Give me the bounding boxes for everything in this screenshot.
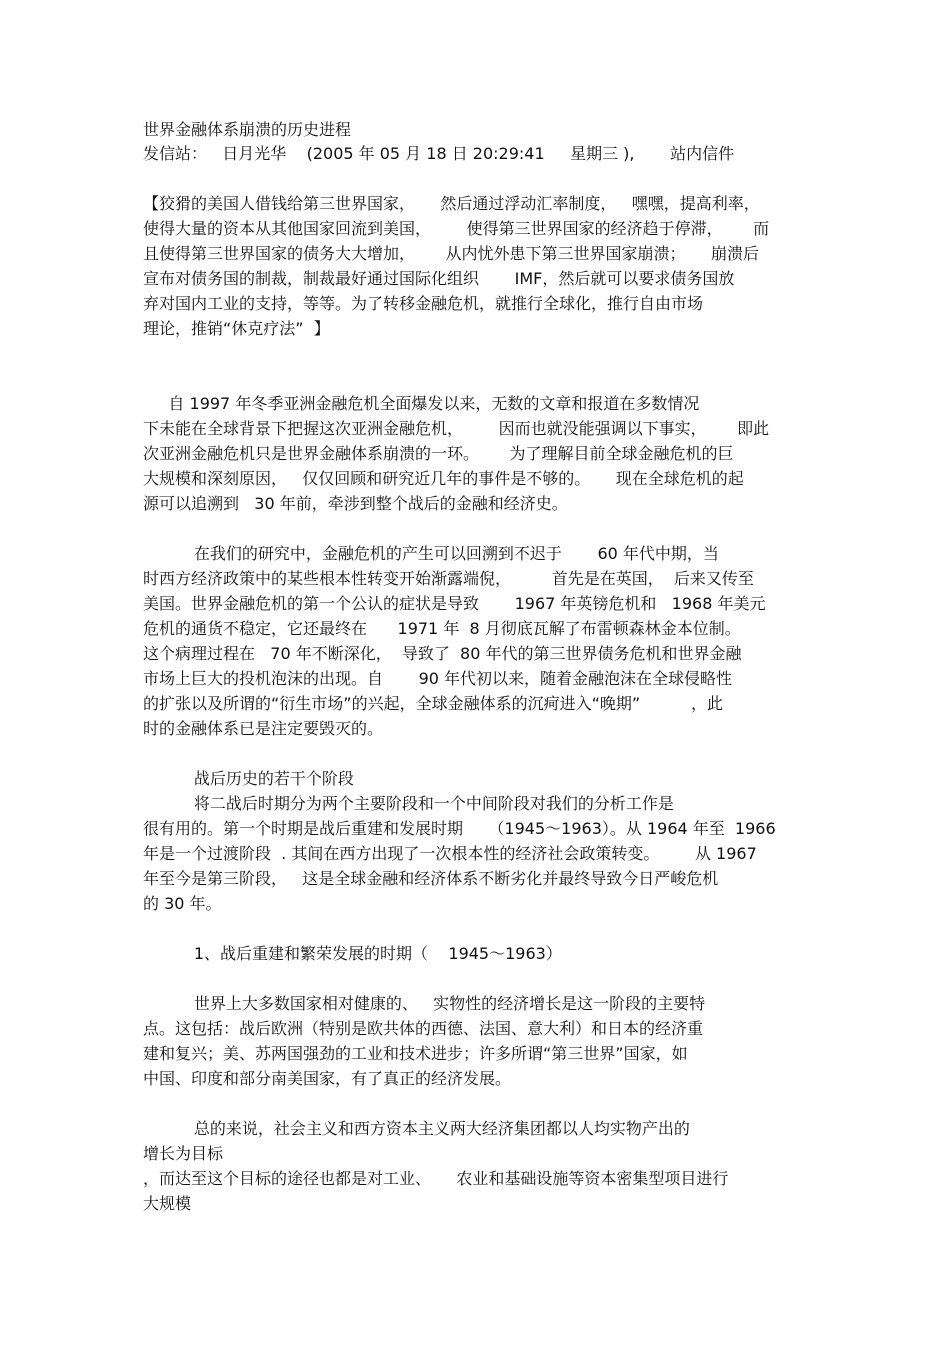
paragraph-line: 美国。世界金融危机的第一个公认的症状是导致 1967 年英镑危机和 1968 年美元 [143, 594, 766, 613]
paragraph-line: 增长为目标 [143, 1144, 224, 1163]
intro-line: 使得大量的资本从其他国家回流到美国， 使得第三世界国家的经济趋于停滞， 而 [143, 219, 770, 238]
paragraph-line: 世界上大多数国家相对健康的、 实物性的经济增长是这一阶段的主要特 [143, 994, 706, 1013]
paragraph-line: 自 1997 年冬季亚洲金融危机全面爆发以来，无数的文章和报道在多数情况 [143, 394, 700, 413]
paragraph-line: 的扩张以及所谓的“衍生市场”的兴起，全球金融体系的沉疴进入“晚期” ，此 [143, 694, 724, 713]
paragraph-line: 总的来说，社会主义和西方资本主义两大经济集团都以人均实物产出的 [143, 1119, 690, 1138]
paragraph-line: 中国、印度和部分南美国家，有了真正的经济发展。 [143, 1069, 512, 1088]
paragraph-line: 年是一个过渡阶段 . 其间在西方出现了一次根本性的经济社会政策转变。 从 1967 [143, 844, 757, 863]
document-header-line: 发信站： 日月光华 (2005 年 05 月 18 日 20:29:41 星期三 ), 站内信件 [143, 144, 735, 163]
paragraph-line: 危机的通货不稳定，它还最终在 1971 年 8 月彻底瓦解了布雷顿森林金本位制。 [143, 619, 741, 638]
paragraph-line: 建和复兴；美、苏两国强劲的工业和技术进步；许多所谓“第三世界”国家，如 [143, 1044, 688, 1063]
paragraph-line: 市场上巨大的投机泡沫的出现。自 90 年代初以来，随着金融泡沫在全球侵略性 [143, 669, 733, 688]
paragraph-line: 的 30 年。 [143, 894, 222, 913]
paragraph-line: 源可以追溯到 30 年前，牵涉到整个战后的金融和经济史。 [143, 494, 568, 513]
paragraph-line: 时西方经济政策中的某些根本性转变开始渐露端倪， 首先是在英国， 后来又传至 [143, 569, 754, 588]
paragraph-line: ，而达至这个目标的途径也都是对工业、 农业和基础设施等资本密集型项目进行 [143, 1169, 729, 1188]
intro-line: 弃对国内工业的支持，等等。为了转移金融危机，就推行全球化，推行自由市场 [143, 294, 704, 313]
paragraph-line: 大规模 [143, 1194, 192, 1213]
paragraph-line: 这个病理过程在 70 年不断深化， 导致了 80 年代的第三世界债务危机和世界金融 [143, 644, 742, 663]
paragraph-line: 时的金融体系已是注定要毁灭的。 [143, 719, 384, 738]
section-heading: 战后历史的若干个阶段 [143, 769, 354, 788]
paragraph-line: 很有用的。第一个时期是战后重建和发展时期 （1945～1963）。从 1964 年至 1966 [143, 819, 776, 838]
intro-line: 且使得第三世界国家的债务大大增加， 从内忧外患下第三世界国家崩溃； 崩溃后 [143, 244, 759, 263]
paragraph-line: 下未能在全球背景下把握这次亚洲金融危机， 因而也就没能强调以下事实， 即此 [143, 419, 770, 438]
paragraph-line: 次亚洲金融危机只是世界金融体系崩溃的一环。 为了理解目前全球金融危机的巨 [143, 444, 734, 463]
paragraph-line: 年至今是第三阶段， 这是全球金融和经济体系不断劣化并最终导致今日严峻危机 [143, 869, 719, 888]
subsection-heading: 1、战后重建和繁荣发展的时期（ 1945～1963） [143, 944, 562, 963]
document-title: 世界金融体系崩溃的历史进程 [143, 120, 352, 139]
intro-line: 宣布对债务国的制裁，制裁最好通过国际化组织 IMF，然后就可以要求债务国放 [143, 269, 735, 288]
intro-line: 【狡猾的美国人借钱给第三世界国家， 然后通过浮动汇率制度， 嘿嘿，提高利率， [143, 194, 760, 213]
paragraph-line: 将二战后时期分为两个主要阶段和一个中间阶段对我们的分析工作是 [143, 794, 674, 813]
intro-line: 理论，推销“休克疗法” 】 [143, 319, 330, 338]
paragraph-line: 大规模和深刻原因， 仅仅回顾和研究近几年的事件是不够的。 现在全球危机的起 [143, 469, 744, 488]
paragraph-line: 在我们的研究中，金融危机的产生可以回溯到不迟于 60 年代中期，当 [143, 544, 719, 563]
paragraph-line: 点。这包括：战后欧洲（特别是欧共体的西德、法国、意大利）和日本的经济重 [143, 1019, 704, 1038]
